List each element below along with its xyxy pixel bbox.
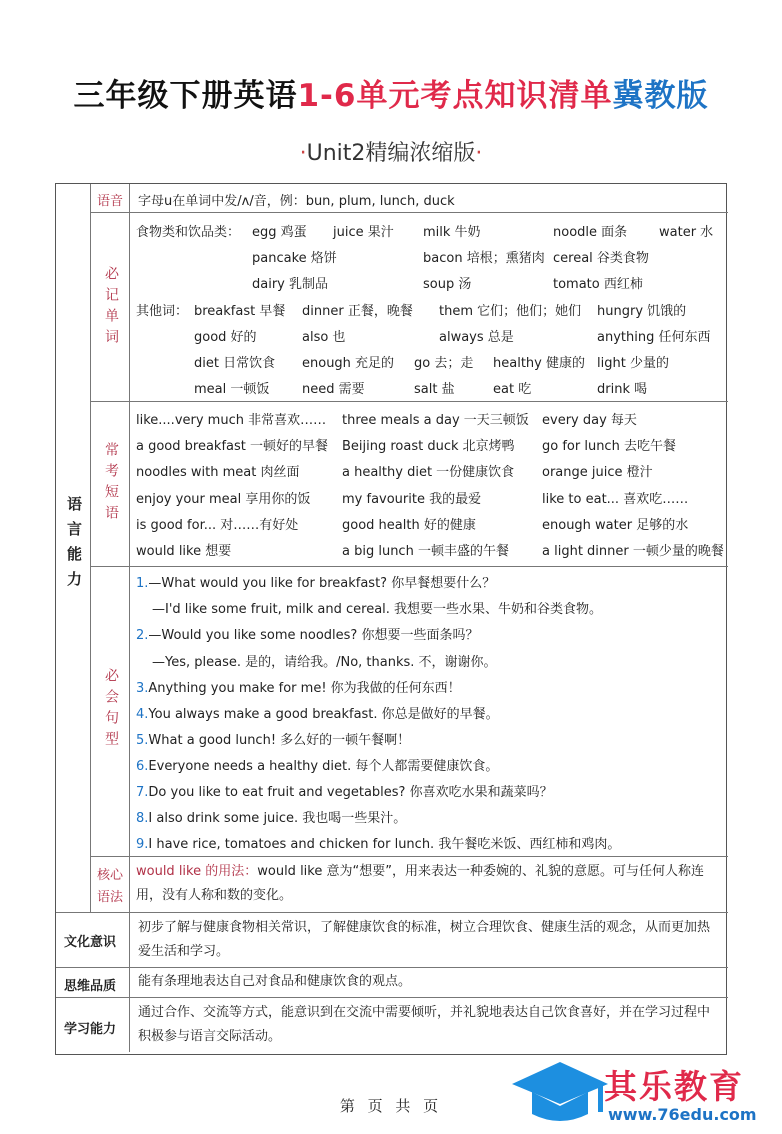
sentence-item [136,677,461,696]
grammar-prefix: would like 的用法： [136,864,258,879]
sentence-item [136,807,406,826]
learning-text: 通过合作、交流等方式，能意识到在交流中需要倾听，并礼貌地表达自己饮食喜好，并在学习过程中积极参与语言交际活动。 [138,1005,711,1044]
culture-text: 初步了解与健康食物相关常识，了解健康饮食的标准，树立合理饮食、健康生活的观念，从而更加热爱生活和学习。 [138,920,711,959]
word-item: good 好的 [194,330,257,345]
phonics-text: 字母u在单词中发/ʌ/音，例：bun, plum, lunch, duck [138,194,455,209]
page-footer: 第 页 共 页 [339,1097,443,1115]
words-other-prefix: 其他词： [136,304,189,319]
sentence-item [152,651,497,670]
word-item: dairy 乳制品 [252,277,329,292]
page-title [0,70,782,115]
word-item: tomato 西红柿 [553,277,643,292]
word-item: bacon 培根；熏猪肉 [423,251,545,266]
brand-name: 其乐教育 [604,1067,744,1106]
word-item: drink 喝 [597,382,648,397]
word-item: cereal 谷类食物 [553,251,649,266]
phonics-label: 语音 [97,194,124,209]
sentence-number: 8. [136,811,149,826]
title-edition: 冀教版 [612,78,709,114]
phrase-item: is good for... 对……有好处 [136,518,299,533]
sentences-label: 必会句型 [103,668,119,752]
phrase-item: Beijing roast duck 北京烤鸭 [342,439,515,454]
phrase-item: good health 好的健康 [342,518,476,533]
phrase-item: like to eat... 喜欢吃…… [542,492,689,507]
sentence-number: 2. [136,628,149,643]
word-item: water 水 [659,225,714,240]
sentence-text: I also drink some juice. 我也喝一些果汁。 [148,811,407,826]
sentence-item [136,624,478,643]
word-item: go 去；走 [414,356,474,371]
phrases-label: 常考短语 [103,442,119,526]
sentence-text: Anything you make for me! 你为我做的任何东西！ [148,681,461,696]
phrase-item: enough water 足够的水 [542,518,689,533]
phrase-item: go for lunch 去吃午餐 [542,439,676,454]
learning-label: 学习能力 [64,1022,117,1037]
word-item: them 它们；他们；她们 [439,304,582,319]
sentence-number: 6. [136,759,149,774]
title-topic: 1-6单元考点知识清单 [297,78,613,114]
word-item: milk 牛奶 [423,225,481,240]
sentence-item [136,729,410,748]
sentence-text: Everyone needs a healthy diet. 每个人都需要健康饮食。 [148,759,499,774]
sentence-text: —Would you like some noodles? 你想要一些面条吗？ [148,628,479,643]
word-item: breakfast 早餐 [194,304,286,319]
phrase-item: a healthy diet 一份健康饮食 [342,465,515,480]
phrase-item: orange juice 橙汁 [542,465,653,480]
word-item: salt 盐 [414,382,455,397]
words-food-prefix: 食物类和饮品类： [136,225,241,240]
phrase-item: noodles with meat 肉丝面 [136,465,300,480]
sentence-text: Do you like to eat fruit and vegetables? 你喜欢吃水果和蔬菜吗？ [148,785,553,800]
thinking-text: 能有条理地表达自己对食品和健康饮食的观点。 [138,974,412,989]
page-subtitle: ·Unit2精编浓缩版· [299,141,483,166]
sentence-text: —Yes, please. 是的，请给我。/No, thanks. 不，谢谢你。 [152,655,497,670]
sentence-item [152,598,602,617]
word-item: diet 日常饮食 [194,356,276,371]
word-item: meal 一顿饭 [194,382,270,397]
phrase-item: enjoy your meal 享用你的饭 [136,492,311,507]
word-item: pancake 烙饼 [252,251,337,266]
sentence-number: 5. [136,733,149,748]
sentence-item [136,755,498,774]
word-item: anything 任何东西 [597,330,711,345]
sentence-number: 4. [136,707,149,722]
word-item: healthy 健康的 [493,356,585,371]
phrase-item: would like 想要 [136,544,232,559]
phrase-item: three meals a day 一天三顿饭 [342,413,529,428]
word-item: always 总是 [439,330,514,345]
knowledge-table [55,183,727,1055]
word-item: enough 充足的 [302,356,395,371]
subtitle-text: Unit2精编浓缩版 [306,141,476,166]
sentence-text: —What would you like for breakfast? 你早餐想要什么？ [148,576,496,591]
sentence-number: 9. [136,837,149,852]
sentence-item [136,572,495,591]
grammar-label-line2: 语法 [97,890,124,905]
word-item: eat 吃 [493,382,532,397]
grammar-body: would like 意为“想要”，用来表达一种委婉的、礼貌的意愿。可与任何人称连用，没有人称和数的变化。 [136,864,704,903]
title-grade: 三年级下册英语 [73,78,298,114]
word-item: soup 汤 [423,277,472,292]
sentence-number: 7. [136,785,149,800]
culture-label: 文化意识 [64,935,117,950]
sentence-item [136,703,499,722]
phrase-item: a good breakfast 一顿好的早餐 [136,439,328,454]
sentence-text: You always make a good breakfast. 你总是做好的早餐。 [148,707,499,722]
sentence-text: What a good lunch! 多么好的一顿午餐啊！ [148,733,411,748]
sentence-text: I have rice, tomatoes and chicken for lunch. 我午餐吃米饭、西红柿和鸡肉。 [148,837,621,852]
word-item: egg 鸡蛋 [252,225,307,240]
word-item: dinner 正餐，晚餐 [302,304,413,319]
sentence-item [136,833,620,852]
language-ability-label: 语言能力 [65,496,83,596]
word-item: need 需要 [302,382,365,397]
word-item: light 少量的 [597,356,669,371]
sentence-item [136,781,553,800]
brand-url: www.76edu.com [608,1105,757,1124]
phrase-item: like....very much 非常喜欢…… [136,413,327,428]
sentence-number: 1. [136,576,149,591]
word-item: hungry 饥饿的 [597,304,687,319]
phrase-item: a light dinner 一顿少量的晚餐 [542,544,724,559]
phrase-item: my favourite 我的最爱 [342,492,482,507]
grammar-label-line1: 核心 [97,868,124,883]
thinking-label: 思维品质 [64,979,117,994]
sentence-text: —I'd like some fruit, milk and cereal. 我想要一些水果、牛奶和谷类食物。 [152,602,603,617]
word-item: also 也 [302,330,346,345]
words-label: 必记单词 [103,266,119,350]
grammar-text [136,860,722,908]
phrase-item: a big lunch 一顿丰盛的午餐 [342,544,509,559]
word-item: noodle 面条 [553,225,628,240]
word-item: juice 果汁 [333,225,394,240]
phrase-item: every day 每天 [542,413,637,428]
sentence-number: 3. [136,681,149,696]
